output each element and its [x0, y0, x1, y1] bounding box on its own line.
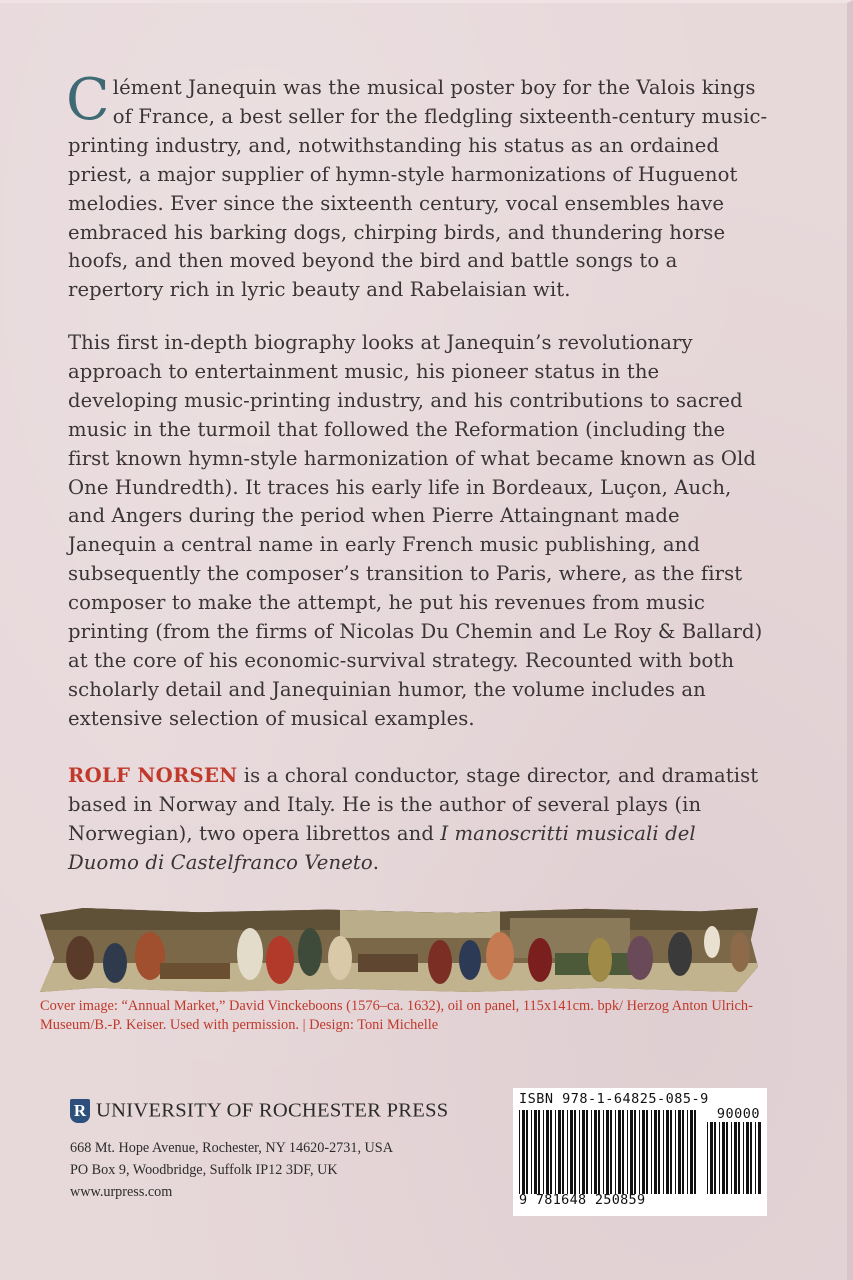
- barcode-bar: [642, 1110, 645, 1194]
- barcode-bar: [570, 1110, 573, 1194]
- barcode-bar: [666, 1110, 669, 1194]
- barcode-bar: [663, 1110, 664, 1194]
- barcode-bar: [714, 1122, 716, 1194]
- barcode-bar: [543, 1110, 544, 1194]
- barcode-bars: [519, 1110, 699, 1194]
- publisher-address-uk: PO Box 9, Woodbridge, Suffolk IP12 3DF, UK: [70, 1162, 338, 1178]
- publisher-name: UNIVERSITY OF ROCHESTER PRESS: [96, 1099, 449, 1122]
- barcode-bar: [603, 1110, 604, 1194]
- author-bio: [68, 762, 768, 878]
- publisher-address-us: 668 Mt. Hope Avenue, Rochester, NY 14620-2731, USA: [70, 1140, 393, 1156]
- barcode-bar: [687, 1110, 688, 1194]
- barcode-bar: [574, 1110, 576, 1194]
- barcode-bar: [646, 1110, 648, 1194]
- barcode-bar: [538, 1110, 540, 1194]
- barcode-bar: [719, 1122, 720, 1194]
- painting-illustration: [40, 908, 758, 992]
- isbn-label: ISBN 978-1-64825-085-9: [519, 1091, 709, 1107]
- barcode-bar: [618, 1110, 621, 1194]
- barcode-bar: [738, 1122, 740, 1194]
- barcode-bar: [615, 1110, 616, 1194]
- barcode-bar: [755, 1122, 756, 1194]
- barcode-bar: [591, 1110, 592, 1194]
- description-paragraph-2: This first in-depth biography looks at Janequin’s revolutionary approach to entertainment music, his pioneer status in the developing music-printing industry, and his contributions to sacred music in the turmoil that followed the Reformation (including the first known hymn-style harmonization of what became known as Old One Hundredth). It traces his early life in Bordeaux, Luçon, Auch, and Angers during the period when Pierre Attaingnant made Janequin a central name in early French music publishing, and subsequently the composer’s transition to Paris, where, as the first composer to make the attempt, he put his revenues from music printing (from the firms of Nicolas Du Chemin and Le Roy & Ballard) at the core of his economic-survival strategy. Recounted with both scholarly detail and Janequinian humor, the volume includes an extensive selection of musical examples.: [68, 331, 763, 730]
- barcode-bar: [598, 1110, 600, 1194]
- barcode-bar: [531, 1110, 532, 1194]
- isbn-barcode: [513, 1088, 767, 1216]
- barcode-bar: [562, 1110, 564, 1194]
- barcode-bar: [678, 1110, 681, 1194]
- barcode-bar: [522, 1110, 525, 1194]
- publisher-block: [70, 1099, 500, 1203]
- barcode-bar: [558, 1110, 561, 1194]
- barcode-bar: [586, 1110, 588, 1194]
- barcode-bar: [750, 1122, 752, 1194]
- barcode-bar: [690, 1110, 693, 1194]
- barcode-bar: [746, 1122, 749, 1194]
- barcode-bar: [639, 1110, 640, 1194]
- barcode-bar: [579, 1110, 580, 1194]
- barcode-bar: [682, 1110, 684, 1194]
- barcode-bar: [627, 1110, 628, 1194]
- publisher-logo-icon: R: [70, 1099, 90, 1123]
- description-paragraph-1: [66, 67, 768, 305]
- barcode-bar: [594, 1110, 597, 1194]
- barcode-bar: [694, 1110, 696, 1194]
- barcode-digits: 9 781648 250859: [519, 1192, 646, 1208]
- author-bio-end: .: [372, 850, 380, 874]
- barcode-bar: [567, 1110, 568, 1194]
- barcode-bar: [582, 1110, 585, 1194]
- barcode-bar: [707, 1122, 708, 1194]
- barcode-bar: [726, 1122, 728, 1194]
- barcode-bar: [550, 1110, 552, 1194]
- barcode-bar: [722, 1122, 725, 1194]
- barcode-bar: [731, 1122, 732, 1194]
- drop-cap: C: [66, 67, 110, 133]
- barcode-bar: [651, 1110, 652, 1194]
- barcode-bar: [534, 1110, 537, 1194]
- barcode-bar: [630, 1110, 633, 1194]
- barcode-bar: [743, 1122, 744, 1194]
- barcode-bar: [610, 1110, 612, 1194]
- barcode-bar: [710, 1122, 713, 1194]
- cover-image-credit: Cover image: “Annual Market,” David Vinckeboons (1576–ca. 1632), oil on panel, 115x141cm. bpk/ Herzog Anton Ulrich-Museum/B.-P. Keiser. Used with permission. | Design: Toni Michelle: [40, 998, 753, 1033]
- barcode-bar: [606, 1110, 609, 1194]
- publisher-header: [70, 1099, 500, 1123]
- author-name: ROLF NORSEN: [68, 764, 238, 787]
- barcode-bar: [734, 1122, 737, 1194]
- author-book-title: I manoscritti musicali del Duomo di Castelfranco Veneto: [68, 821, 696, 874]
- barcode-bar: [670, 1110, 672, 1194]
- description-paragraph-1-text: lément Janequin was the musical poster boy for the Valois kings of France, a best seller for the fledgling sixteenth-century music-printing industry, and, notwithstanding his status as an ordained priest, a major supplier of hymn-style harmonizations of Huguenot melodies. Ever since the sixteenth century, vocal ensembles have embraced his barking dogs, chirping birds, and thundering horse hoofs, and then moved beyond the bird and battle songs to a repertory rich in lyric beauty and Rabelaisian wit.: [68, 76, 768, 302]
- barcode-bar: [634, 1110, 636, 1194]
- barcode-bar: [555, 1110, 556, 1194]
- barcode-bar: [526, 1110, 528, 1194]
- barcode-bar: [658, 1110, 660, 1194]
- barcode-bar: [519, 1110, 520, 1194]
- barcode-bar: [675, 1110, 676, 1194]
- publisher-website: www.urpress.com: [70, 1184, 173, 1200]
- barcode-bar: [546, 1110, 549, 1194]
- cover-painting-strip: [40, 908, 758, 992]
- barcode-addon-bars: [707, 1122, 761, 1194]
- author-bio-text: is a choral conductor, stage director, and dramatist based in Norway and Italy. He is the author of several plays (in Norwegian), two opera librettos and: [68, 764, 759, 845]
- barcode-bar: [758, 1122, 761, 1194]
- barcode-bar: [654, 1110, 657, 1194]
- barcode-bar: [622, 1110, 624, 1194]
- price-code: 90000: [716, 1106, 760, 1122]
